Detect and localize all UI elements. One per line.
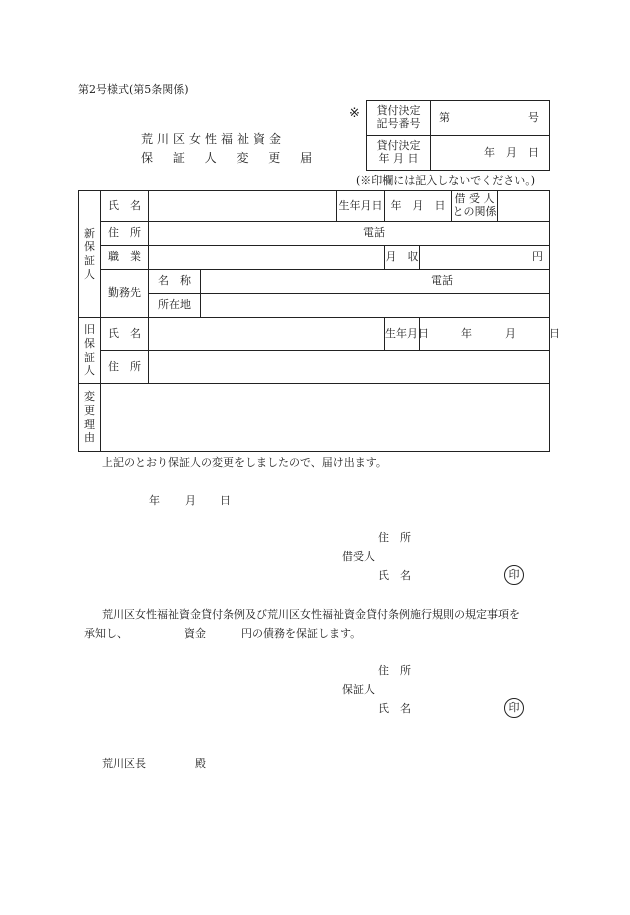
new-name-field[interactable]: [149, 191, 337, 222]
old-name-field[interactable]: [149, 318, 385, 351]
workplace-name-field[interactable]: [201, 270, 550, 294]
borrower-role: 借受人: [342, 550, 375, 563]
loan-number-label: 貸付決定 記号番号: [367, 101, 431, 136]
new-job-field[interactable]: [149, 246, 385, 270]
guarantee-text-line2c: 円の債務を保証します。: [241, 627, 362, 640]
guarantor-role: 保証人: [342, 683, 375, 696]
guarantor-name-label: 氏 名: [378, 702, 411, 715]
new-job-label: 職 業: [101, 246, 149, 270]
loan-date-field[interactable]: 年 月 日: [431, 136, 550, 171]
new-income-field[interactable]: 円: [420, 246, 550, 270]
guarantor-address-label: 住 所: [378, 664, 411, 677]
guarantee-text-line2b: 資金: [184, 627, 206, 640]
new-address-label: 住 所: [101, 222, 149, 246]
new-phone-label: 電話: [363, 226, 385, 240]
form-title-line1: 荒川区女性福祉資金: [141, 132, 286, 146]
loan-decision-box: [366, 100, 550, 171]
old-guarantor-section-label: 旧 保 証 人: [79, 318, 101, 384]
new-birth-label: 生年月日: [337, 191, 385, 222]
workplace-phone-label: 電話: [431, 274, 453, 288]
guarantor-table: [78, 190, 561, 452]
new-name-label: 氏 名: [101, 191, 149, 222]
form-number: 第2号様式(第5条関係): [78, 83, 189, 96]
guarantee-text-line2a: 承知し、: [84, 627, 128, 640]
date-day: 日: [220, 494, 231, 507]
loan-number-field[interactable]: 第 号: [431, 101, 550, 136]
workplace-address-field[interactable]: [201, 294, 550, 318]
change-reason-label: 変 更 理 由: [79, 384, 101, 452]
new-guarantor-section-label: 新 保 証 人: [79, 191, 101, 318]
new-birth-field[interactable]: 年 月 日: [385, 191, 452, 222]
honorific: 殿: [195, 757, 206, 770]
date-year: 年: [149, 494, 160, 507]
new-relation-label: 借 受 人 との関係: [452, 191, 498, 222]
old-birth-field[interactable]: 年 月 日: [420, 318, 550, 351]
borrower-seal-icon: 印: [504, 565, 524, 585]
new-relation-field[interactable]: [498, 191, 550, 222]
old-address-label: 住 所: [101, 351, 149, 384]
borrower-address-label: 住 所: [378, 531, 411, 544]
guarantee-text-line1: 荒川区女性福祉資金貸付条例及び荒川区女性福祉資金貸付条例施行規則の規定事項を: [102, 608, 520, 621]
new-workplace-label: 勤務先: [101, 270, 149, 318]
guarantor-seal-icon: 印: [504, 698, 524, 718]
workplace-name-label: 名 称: [149, 270, 201, 294]
note-text: (※印欄には記入しないでください。): [356, 174, 536, 187]
addressee: 荒川区長: [102, 757, 146, 770]
new-address-field[interactable]: [149, 222, 550, 246]
old-name-label: 氏 名: [101, 318, 149, 351]
statement-text: 上記のとおり保証人の変更をしましたので、届け出ます。: [102, 456, 387, 469]
new-income-label: 月 収: [385, 246, 420, 270]
change-reason-field[interactable]: [101, 384, 550, 452]
borrower-name-label: 氏 名: [378, 569, 411, 582]
workplace-address-label: 所在地: [149, 294, 201, 318]
form-title-line2: 保 証 人 変 更 届: [141, 151, 321, 165]
old-birth-label: 生年月日: [385, 318, 420, 351]
loan-date-label: 貸付決定 年 月 日: [367, 136, 431, 171]
old-address-field[interactable]: [149, 351, 550, 384]
asterisk-mark: ※: [349, 106, 360, 121]
date-month: 月: [185, 494, 196, 507]
